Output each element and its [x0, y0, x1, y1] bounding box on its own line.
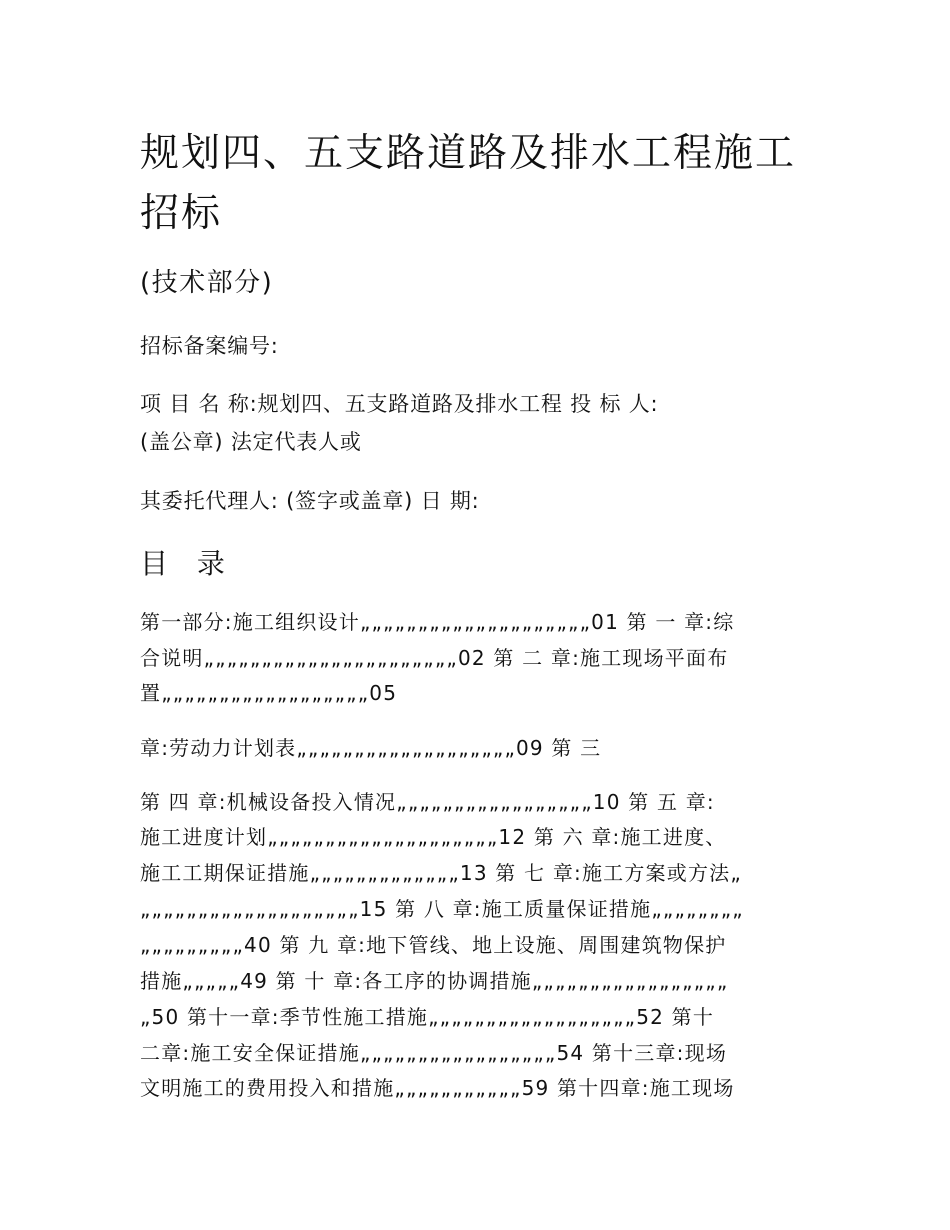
- toc-line: 置„„„„„„„„„„„„„„„„„„05: [140, 681, 398, 705]
- toc-line: 施工进度计划„„„„„„„„„„„„„„„„„„„„12 第 六 章:施工进度、: [140, 825, 727, 849]
- toc-line: 合说明„„„„„„„„„„„„„„„„„„„„„„02 第 二 章:施工现场平面布: [140, 646, 729, 670]
- toc-line: „„„„„„„„„„„„„„„„„„„15 第 八 章:施工质量保证措施„„„„„„„„: [140, 897, 744, 921]
- toc-line: 第一部分:施工组织设计„„„„„„„„„„„„„„„„„„„„01 第 一 章:综: [140, 610, 735, 634]
- toc-line: 二章:施工安全保证措施„„„„„„„„„„„„„„„„„54 第十三章:现场: [140, 1041, 728, 1065]
- toc-line: 施工工期保证措施„„„„„„„„„„„„„13 第 七 章:施工方案或方法„: [140, 861, 742, 885]
- toc-line: 措施„„„„„49 第 十 章:各工序的协调措施„„„„„„„„„„„„„„„„„: [140, 969, 729, 993]
- toc-line: 第 四 章:机械设备投入情况„„„„„„„„„„„„„„„„„10 第 五 章:: [140, 790, 715, 814]
- toc-heading: 目 录: [140, 547, 235, 580]
- toc-line: „„„„„„„„„40 第 九 章:地下管线、地上设施、周围建筑物保护: [140, 933, 727, 957]
- project-name-field: 项 目 名 称:规划四、五支路道路及排水工程 投 标 人:: [140, 392, 659, 416]
- toc-line: 文明施工的费用投入和措施„„„„„„„„„„„59 第十四章:施工现场: [140, 1076, 735, 1100]
- document-subtitle: (技术部分): [140, 268, 274, 298]
- document-title-line-1: 规划四、五支路道路及排水工程施工: [140, 131, 797, 176]
- record-number-field: 招标备案编号:: [140, 334, 279, 358]
- toc-line: 章:劳动力计划表„„„„„„„„„„„„„„„„„„„09 第 三: [140, 736, 602, 760]
- toc-line: „50 第十一章:季节性施工措施„„„„„„„„„„„„„„„„„„52 第十: [140, 1005, 715, 1029]
- agent-date-field: 其委托代理人: (签字或盖章) 日 期:: [140, 489, 480, 513]
- document-title-line-2: 招标: [140, 191, 223, 236]
- seal-field: (盖公章) 法定代表人或: [140, 430, 362, 454]
